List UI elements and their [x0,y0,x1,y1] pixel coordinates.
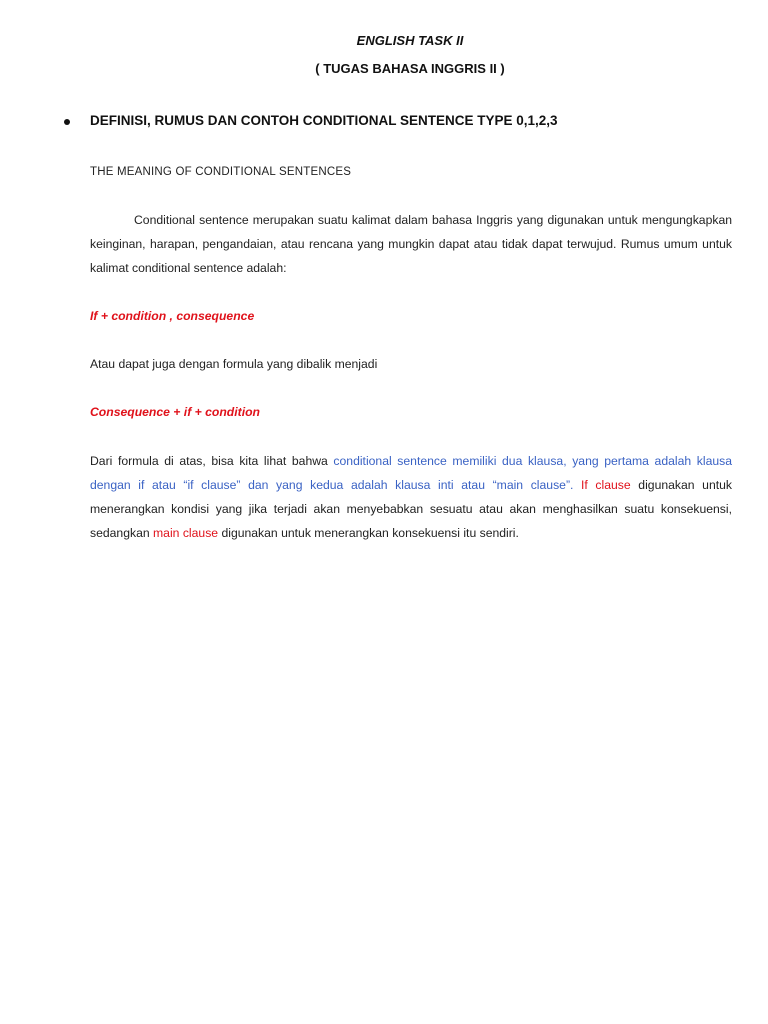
explanation-text-2 [573,478,581,492]
paragraph-definition: Conditional sentence merupakan suatu kalimat dalam bahasa Inggris yang digunakan untuk mengungkapkan keinginan, harapan, pengandaian, atau rencana yang mungkin dapat atau tidak dapat terwujud. Rumus umum untuk kalimat conditional sentence adalah: [90,213,732,275]
document-title: ENGLISH TASK II [356,33,464,48]
paragraph-explanation [90,449,732,545]
explanation-highlight-blue: conditional sentence memiliki dua klausa, yang pertama adalah klausa dengan if atau “if clause” dan yang kedua adalah klausa inti atau “main clause”. [90,454,733,492]
formula-if-first: If + condition , consequence [90,309,255,323]
explanation-text-4: digunakan untuk menerangkan konsekuensi itu sendiri. [218,526,519,540]
main-clause-highlight: main clause [153,526,219,540]
document-subtitle: ( TUGAS BAHASA INGGRIS II ) [315,61,505,76]
formula-if-second: Consequence + if + condition [90,405,260,419]
paragraph-alternative: Atau dapat juga dengan formula yang dibalik menjadi [90,357,378,371]
explanation-text-3: digunakan untuk menerangkan kondisi yang jika terjadi akan menyebabkan sesuatu atau akan menghasilkan suatu konsekuensi, sedangkan [90,478,732,540]
if-clause-highlight: If clause [581,478,631,492]
subheading: THE MEANING OF CONDITIONAL SENTENCES [90,166,352,178]
section-heading: DEFINISI, RUMUS DAN CONTOH CONDITIONAL SENTENCE TYPE 0,1,2,3 [90,113,558,128]
bullet-icon [64,119,70,125]
explanation-text-1: Dari formula di atas, bisa kita lihat bahwa [90,454,334,468]
